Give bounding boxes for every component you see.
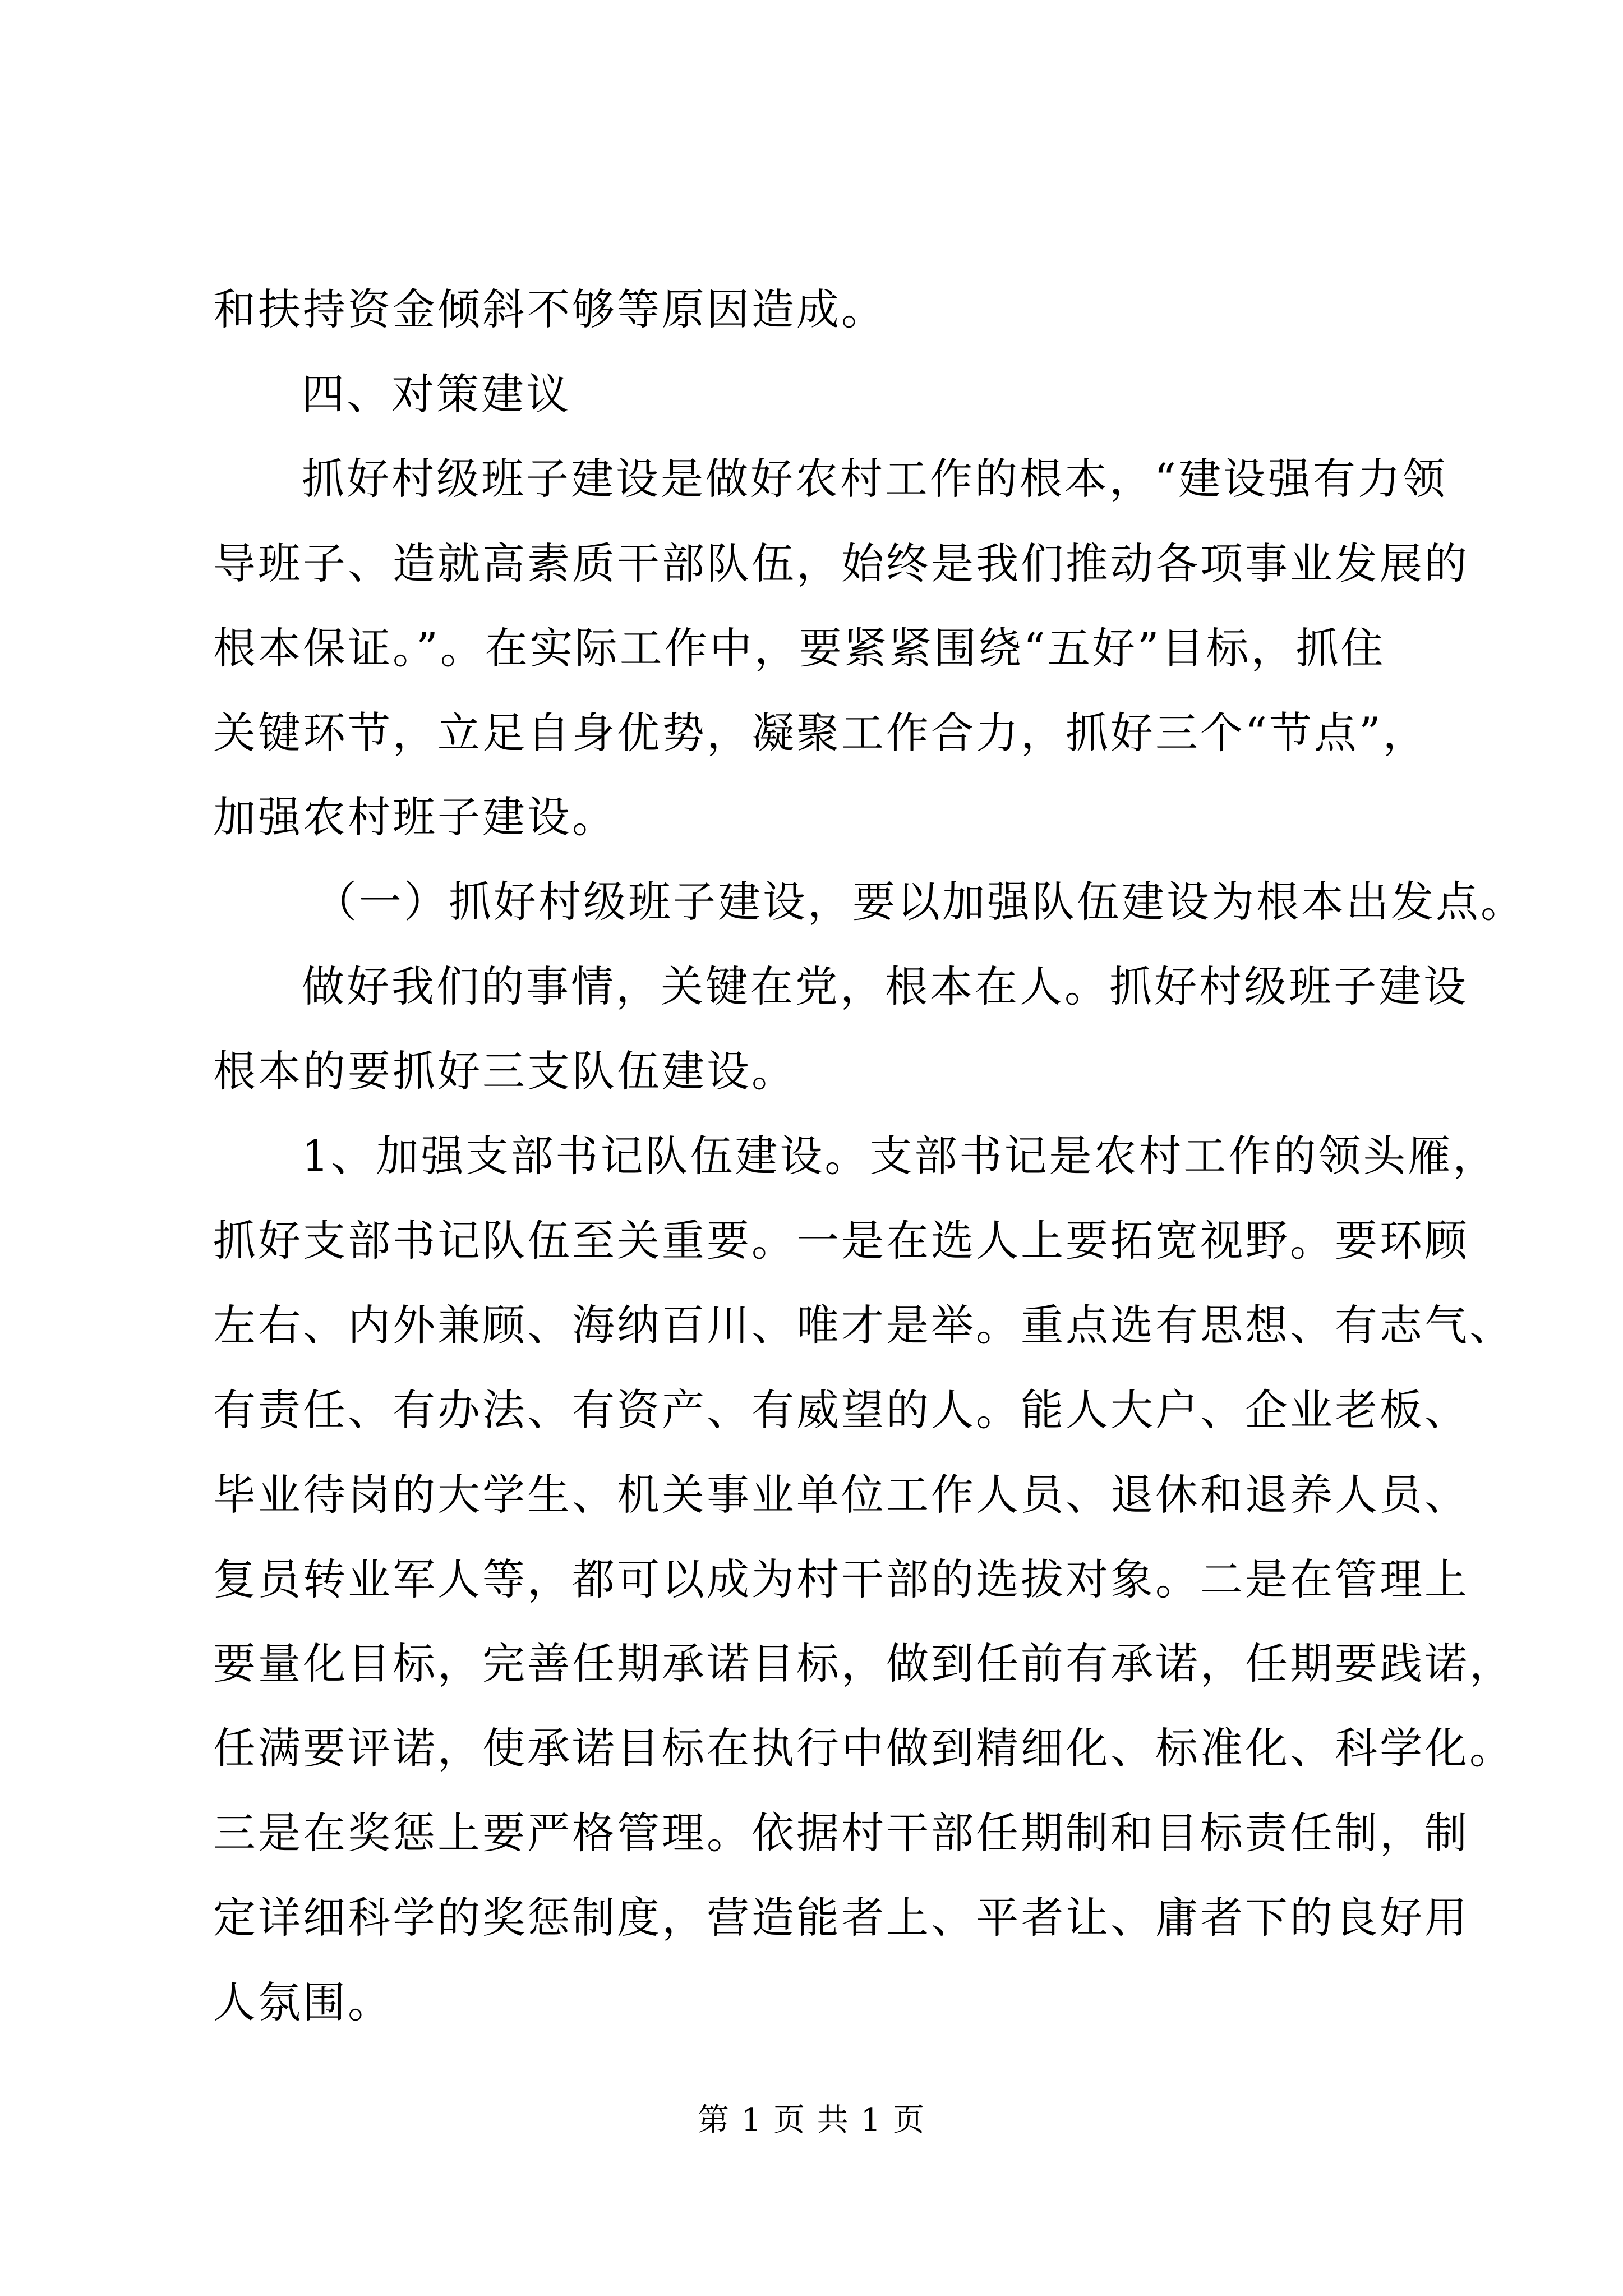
text-line: 左右、内外兼顾、海纳百川、唯才是举。重点选有思想、有志气、 [213, 1300, 1514, 1350]
text-line: 抓好村级班子建设是做好农村工作的根本，“建设强有力领 [302, 454, 1447, 504]
text-line: 根本保证。”。在实际工作中，要紧紧围绕“五好”目标，抓住 [213, 623, 1386, 673]
text-line: 1、加强支部书记队伍建设。支部书记是农村工作的领头雁， [302, 1131, 1498, 1181]
text-line: 根本的要抓好三支队伍建设。 [213, 1046, 796, 1096]
page-footer: 第 1 页 共 1 页 [697, 2102, 926, 2138]
text-line: 加强农村班子建设。 [213, 792, 617, 842]
text-line: 毕业待岗的大学生、机关事业单位工作人员、退休和退养人员、 [213, 1470, 1469, 1520]
text-line: 有责任、有办法、有资产、有威望的人。能人大户、企业老板、 [213, 1385, 1469, 1435]
text-line: 定详细科学的奖惩制度，营造能者上、平者让、庸者下的良好用 [213, 1893, 1469, 1943]
section-heading: 四、对策建议 [302, 369, 571, 419]
text-line: 关键环节，立足自身优势，凝聚工作合力，抓好三个“节点”， [213, 708, 1428, 758]
text-line: 复员转业军人等，都可以成为村干部的选拔对象。二是在管理上 [213, 1554, 1469, 1604]
text-line: 抓好支部书记队伍至关重要。一是在选人上要拓宽视野。要环顾 [213, 1216, 1469, 1266]
text-line: 任满要评诺，使承诺目标在执行中做到精细化、标准化、科学化。 [213, 1723, 1514, 1773]
text-line: 人氛围。 [213, 1977, 393, 2027]
text-line: 导班子、造就高素质干部队伍，始终是我们推动各项事业发展的 [213, 539, 1469, 588]
subsection-heading: （一）抓好村级班子建设，要以加强队伍建设为根本出发点。 [314, 877, 1525, 927]
text-line: 三是在奖惩上要严格管理。依据村干部任期制和目标责任制，制 [213, 1808, 1469, 1858]
text-line: 和扶持资金倾斜不够等原因造成。 [213, 284, 886, 334]
text-line: 要量化目标，完善任期承诺目标，做到任前有承诺，任期要践诺， [213, 1639, 1514, 1688]
text-line: 做好我们的事情，关键在党，根本在人。抓好村级班子建设 [302, 961, 1468, 1011]
